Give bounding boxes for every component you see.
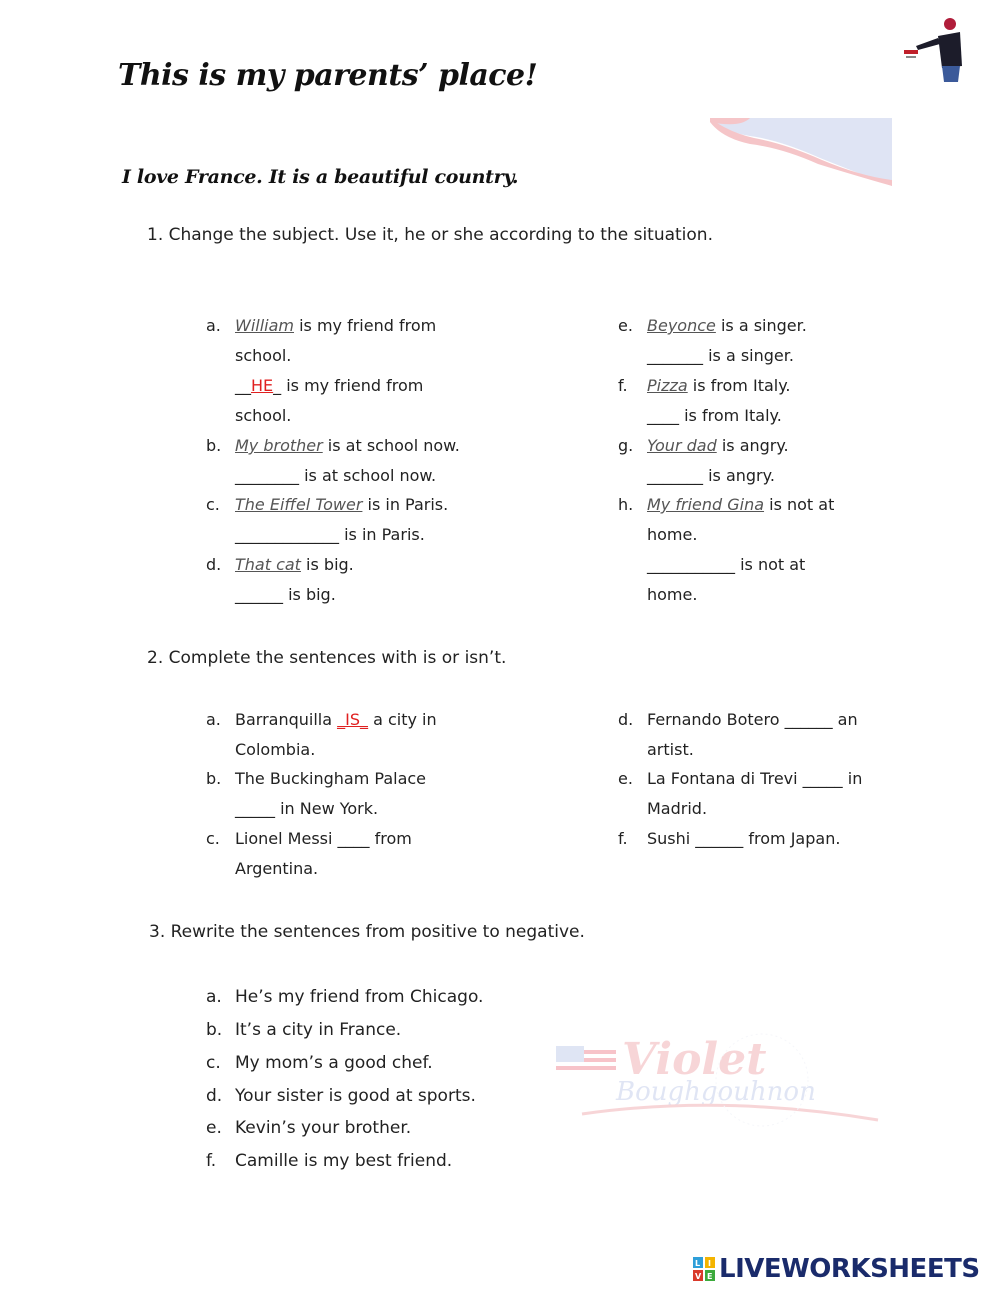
answer-text[interactable]: HE (251, 376, 274, 395)
flag-wave-decoration (710, 118, 892, 186)
item-subject: The Eiffel Tower (235, 495, 363, 514)
exercise-3-item-c: c. My mom’s a good chef. (206, 1053, 433, 1073)
watermark-name: Violet (622, 1034, 767, 1085)
exercise-2-item-b: b. The Buckingham Palace _____ in New York. (206, 764, 506, 824)
page-title: This is my parents’ place! (118, 58, 538, 93)
item-subject: William (235, 316, 294, 335)
exercise-3-item-f: f. Camille is my best friend. (206, 1151, 453, 1171)
item-subject: Your dad (647, 436, 717, 455)
exercise-3-item-b: b. It’s a city in France. (206, 1020, 402, 1040)
exercise-2-item-e: e. La Fontana di Trevi _____ in Madrid. (618, 764, 918, 824)
author-photo (902, 16, 962, 84)
subtitle: I love France. It is a beautiful country. (122, 166, 519, 188)
exercise-2-item-f: f. Sushi ______ from Japan. (618, 824, 918, 854)
answer-line[interactable]: _____________ is in Paris. (235, 525, 425, 544)
answer-line[interactable]: _____ in New York. (235, 799, 379, 818)
exercise-1-item-a: a. William is my friend from school. __HE_ is my friend from school. (206, 311, 506, 431)
liveworksheets-logo[interactable] (693, 1254, 980, 1284)
exercise-1-item-e: e. Beyonce is a singer. _______ is a singer. (618, 311, 918, 371)
exercise-2-item-c: c. Lionel Messi ____ from Argentina. (206, 824, 506, 884)
item-subject: Beyonce (647, 316, 716, 335)
answer-line[interactable]: ______ is big. (235, 585, 336, 604)
exercise-1-instruction: 1. Change the subject. Use it, he or she according to the situation. (147, 225, 713, 245)
exercise-1-item-c: c. The Eiffel Tower is in Paris. _____________ is in Paris. (206, 490, 506, 550)
exercise-3-instruction: 3. Rewrite the sentences from positive to negative. (149, 922, 585, 942)
answer-line[interactable]: ___________ is not at (647, 555, 806, 574)
liveworksheets-logo-icon (693, 1257, 715, 1281)
exercise-1-item-h: h. My friend Gina is not at home. ___________ is not at home. (618, 495, 835, 604)
item-subject: That cat (235, 555, 301, 574)
answer-line[interactable]: _______ is a singer. (647, 346, 794, 365)
answer-line[interactable]: ________ is at school now. (235, 466, 437, 485)
item-subject: My brother (235, 436, 323, 455)
watermark-logo (552, 1028, 882, 1132)
exercise-1-item-d: d. That cat is big. ______ is big. (206, 550, 506, 610)
exercise-2-item-a: a. Barranquilla _IS_ a city in Colombia. (206, 710, 437, 759)
answer-line[interactable]: ____ is from Italy. (647, 406, 782, 425)
item-letter: a. (206, 316, 221, 335)
answer-line[interactable]: Fernando Botero ______ an (647, 710, 858, 729)
exercise-1-item-b: b. My brother is at school now. ________ is at school now. (206, 431, 506, 491)
answer-text[interactable]: _IS_ (337, 710, 368, 729)
item-subject: My friend Gina (647, 495, 765, 514)
liveworksheets-logo-text: LIVEWORKSHEETS (719, 1254, 980, 1284)
exercise-3-item-e: e. Kevin’s your brother. (206, 1118, 412, 1138)
svg-text:L: L (695, 1259, 701, 1268)
answer-line[interactable]: Lionel Messi ____ from (235, 829, 412, 848)
exercise-3-item-d: d. Your sister is good at sports. (206, 1086, 476, 1106)
exercise-3-item-a: a. He’s my friend from Chicago. (206, 987, 484, 1007)
answer-line[interactable]: _______ is angry. (647, 466, 775, 485)
exercise-1-item-f: f. Pizza is from Italy. ____ is from Italy. (618, 371, 918, 431)
exercise-2-item-d: d. Fernando Botero ______ an artist. (618, 705, 918, 765)
answer-line[interactable]: La Fontana di Trevi _____ in (647, 769, 863, 788)
item-subject: Pizza (647, 376, 688, 395)
watermark-surname: Boughgouhnon (616, 1077, 816, 1107)
svg-text:I: I (708, 1259, 711, 1268)
exercise-2-instruction: 2. Complete the sentences with is or isn’t. (147, 648, 507, 668)
exercise-1-item-g: g. Your dad is angry. _______ is angry. (618, 431, 918, 491)
svg-text:V: V (695, 1272, 702, 1281)
svg-text:E: E (707, 1272, 713, 1281)
answer-line[interactable]: Sushi ______ from Japan. (647, 829, 841, 848)
answer-line[interactable]: __HE_ is my friend from (235, 376, 424, 395)
